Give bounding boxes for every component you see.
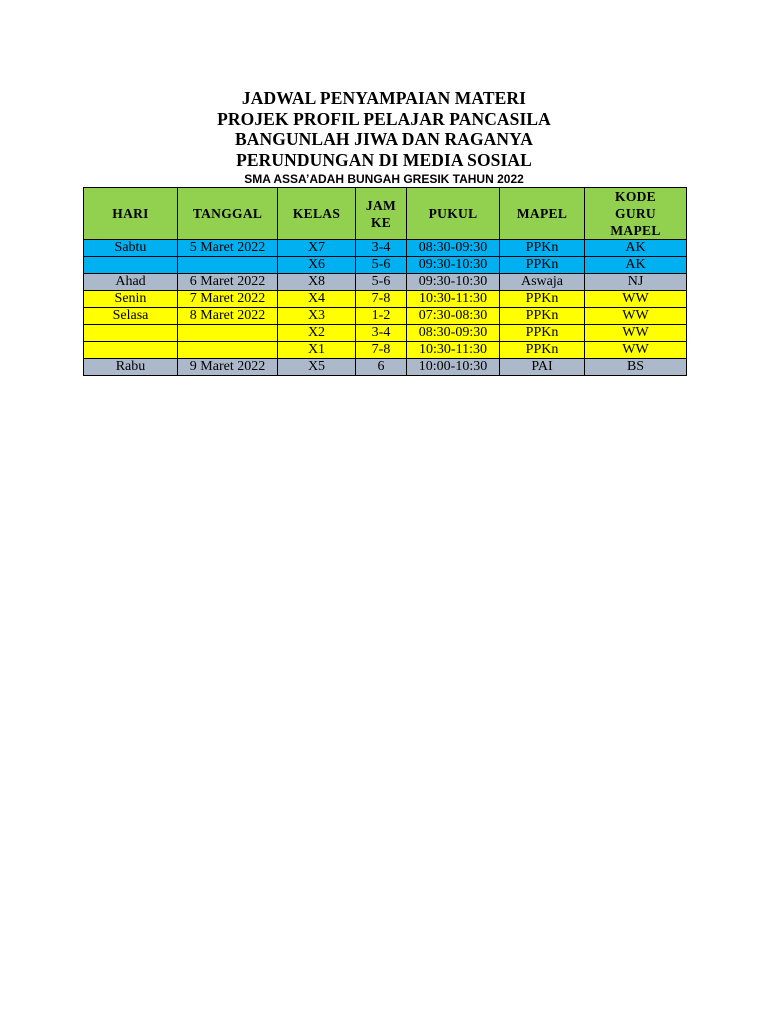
cell-kode: WW <box>585 342 687 359</box>
header-jam-ke <box>356 188 407 240</box>
cell-pukul: 09:30-10:30 <box>407 257 500 274</box>
cell-kelas: X8 <box>278 274 356 291</box>
cell-tanggal <box>178 325 278 342</box>
table-row <box>84 274 687 291</box>
cell-hari <box>84 325 178 342</box>
cell-pukul: 07:30-08:30 <box>407 308 500 325</box>
header-kode-guru-mapel <box>585 188 687 240</box>
cell-mapel: PPKn <box>500 342 585 359</box>
cell-pukul: 10:00-10:30 <box>407 359 500 376</box>
header-hari: HARI <box>84 188 178 240</box>
table-row <box>84 291 687 308</box>
table-row <box>84 240 687 257</box>
school-subtitle: SMA ASSA’ADAH BUNGAH GRESIK TAHUN 2022 <box>244 172 524 186</box>
header-jam-ke-label: JAM KE <box>365 197 397 230</box>
table-row <box>84 257 687 274</box>
cell-kode: WW <box>585 325 687 342</box>
title-line-3: BANGUNLAH JIWA DAN RAGANYA <box>234 129 534 149</box>
cell-jam: 6 <box>356 359 407 376</box>
cell-jam: 5-6 <box>356 257 407 274</box>
cell-kelas: X3 <box>278 308 356 325</box>
cell-hari: Sabtu <box>84 240 178 257</box>
cell-tanggal: 5 Maret 2022 <box>178 240 278 257</box>
cell-pukul: 09:30-10:30 <box>407 274 500 291</box>
table-header <box>84 188 687 240</box>
cell-jam: 7-8 <box>356 342 407 359</box>
schedule-table <box>83 187 687 376</box>
cell-hari: Rabu <box>84 359 178 376</box>
cell-hari: Ahad <box>84 274 178 291</box>
table-body <box>84 240 687 376</box>
header-kode-label: KODE GURU MAPEL <box>610 189 661 238</box>
cell-tanggal: 9 Maret 2022 <box>178 359 278 376</box>
cell-kode: AK <box>585 257 687 274</box>
cell-kelas: X1 <box>278 342 356 359</box>
cell-kelas: X2 <box>278 325 356 342</box>
cell-kelas: X7 <box>278 240 356 257</box>
cell-kelas: X5 <box>278 359 356 376</box>
title-line-4: PERUNDUNGAN DI MEDIA SOSIAL <box>236 149 532 170</box>
cell-jam: 3-4 <box>356 325 407 342</box>
cell-jam: 3-4 <box>356 240 407 257</box>
cell-kelas: X4 <box>278 291 356 308</box>
cell-mapel: PPKn <box>500 308 585 325</box>
cell-kode: NJ <box>585 274 687 291</box>
cell-tanggal <box>178 257 278 274</box>
table-row <box>84 359 687 376</box>
cell-pukul: 08:30-09:30 <box>407 325 500 342</box>
cell-kelas: X6 <box>278 257 356 274</box>
header-tanggal: TANGGAL <box>178 188 278 240</box>
cell-kode: WW <box>585 308 687 325</box>
cell-jam: 1-2 <box>356 308 407 325</box>
cell-mapel: PPKn <box>500 325 585 342</box>
cell-kode: BS <box>585 359 687 376</box>
title-line-2: PROJEK PROFIL PELAJAR PANCASILA <box>217 108 551 129</box>
cell-jam: 7-8 <box>356 291 407 308</box>
header-mapel: MAPEL <box>500 188 585 240</box>
cell-tanggal: 6 Maret 2022 <box>178 274 278 291</box>
cell-kode: AK <box>585 240 687 257</box>
cell-hari: Senin <box>84 291 178 308</box>
cell-kode: WW <box>585 291 687 308</box>
cell-mapel: PPKn <box>500 291 585 308</box>
table-row <box>84 342 687 359</box>
cell-pukul: 10:30-11:30 <box>407 342 500 359</box>
table-row <box>84 325 687 342</box>
title-block <box>0 88 768 187</box>
cell-hari <box>84 257 178 274</box>
cell-hari <box>84 342 178 359</box>
cell-tanggal: 7 Maret 2022 <box>178 291 278 308</box>
title-line-1: JADWAL PENYAMPAIAN MATERI <box>241 88 527 108</box>
header-pukul: PUKUL <box>407 188 500 240</box>
cell-jam: 5-6 <box>356 274 407 291</box>
cell-mapel: PAI <box>500 359 585 376</box>
cell-hari: Selasa <box>84 308 178 325</box>
header-row <box>84 188 687 240</box>
table-row <box>84 308 687 325</box>
cell-tanggal: 8 Maret 2022 <box>178 308 278 325</box>
cell-pukul: 08:30-09:30 <box>407 240 500 257</box>
cell-mapel: PPKn <box>500 240 585 257</box>
cell-tanggal <box>178 342 278 359</box>
header-kelas: KELAS <box>278 188 356 240</box>
cell-mapel: Aswaja <box>500 274 585 291</box>
cell-pukul: 10:30-11:30 <box>407 291 500 308</box>
cell-mapel: PPKn <box>500 257 585 274</box>
